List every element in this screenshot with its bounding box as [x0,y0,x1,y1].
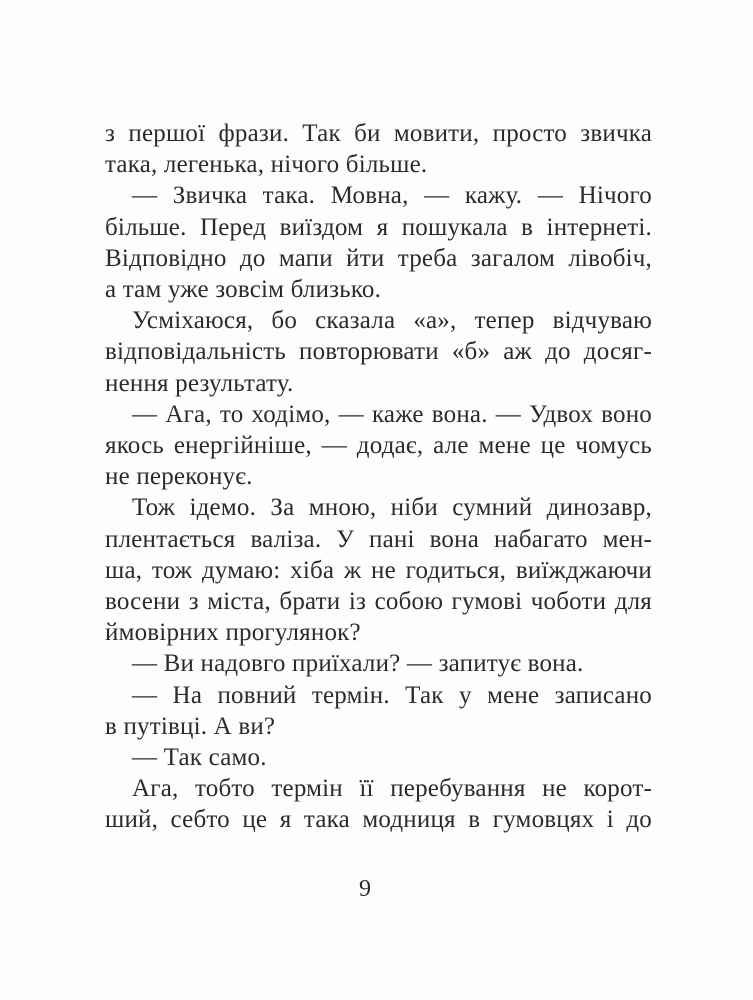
text-line: нення результату. [105,369,294,397]
text-line: Тож ідемо. За мною, ніби сумний динозавр, [132,494,652,522]
text-line: ша, тож думаю: хіба ж не годиться, виїжджаючи [105,556,652,584]
text-line: а там уже зовсім близько. [105,276,382,304]
text-line: в путівці. А ви? [105,712,276,740]
text-line: більше. Перед виїздом я пошукала в інтернеті. [105,213,652,241]
text-line: така, легенька, нічого більше. [105,151,428,179]
text-line: Усміхаюся, бо сказала «а», тепер відчуваю [132,307,652,335]
text-line: — Ага, то ходімо, — каже вона. — Удвох воно [132,400,652,428]
text-line: — Так само. [132,744,267,772]
text-line: Ага, тобто термін її перебування не корот- [132,775,652,803]
text-line: з першої фрази. Так би мовити, просто звичка [105,120,652,147]
body-text [105,118,652,836]
text-line: відповідальність повторювати «б» аж до досяг- [105,338,652,366]
text-line: Відповідно до мапи йти треба загалом лівобіч, [105,244,652,272]
text-line: — Звичка така. Мовна, — кажу. — Нічого [132,182,652,210]
page-number: 9 [359,876,371,902]
text-line: ймовірних прогулянок? [105,619,361,647]
text-line: плентається валіза. У пані вона набагато мен- [105,525,652,553]
text-line: — Ви надовго приїхали? — запитує вона. [132,650,584,678]
text-line: ший, себто це я така модниця в гумовцях і до [105,806,652,834]
text-line: якось енергійніше, — додає, але мене це чомусь [105,432,652,460]
text-line: — На повний термін. Так у мене записано [132,681,652,709]
text-line: не переконує. [105,463,253,491]
text-line: восени з міста, брати із собою гумові чоботи для [105,588,652,616]
